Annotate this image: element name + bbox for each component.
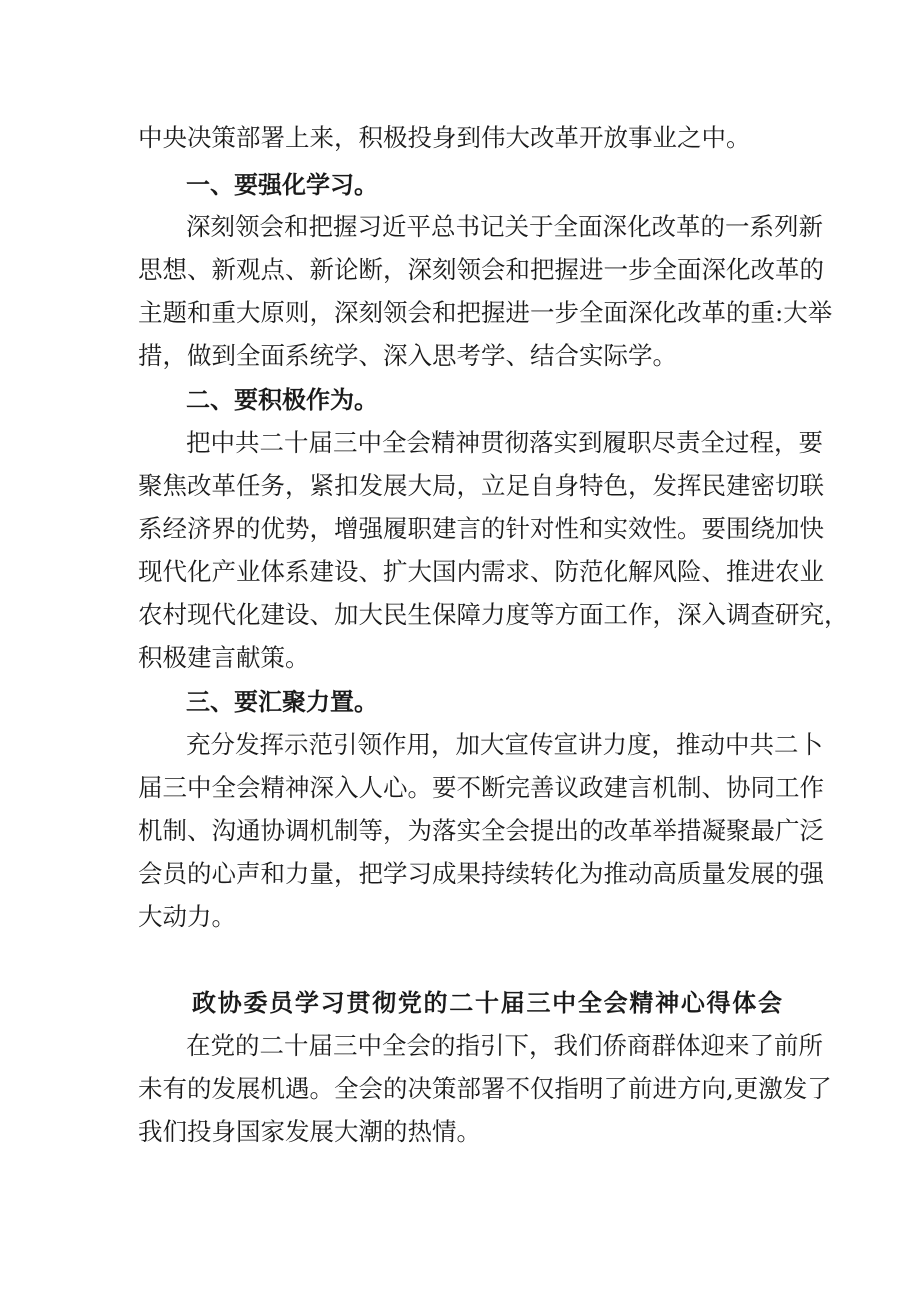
- paragraph-line: 未有的发展机遇。全会的决策部署不仅指明了前进方向,更激发了: [138, 1074, 832, 1103]
- paragraph-line: 积极建言献策。: [138, 643, 310, 672]
- paragraph-line: 措，做到全面系统学、深入思考学、结合实际学。: [138, 341, 677, 370]
- paragraph-line: 会员的心声和力量，把学习成果持续转化为推动高质量发展的强: [138, 859, 824, 888]
- paragraph-line: 思想、新观点、新论断，深刻领会和把握进一步全面深化改革的: [138, 255, 824, 284]
- paragraph-line: 聚焦改革任务，紧扣发展大局，立足自身特色，发挥民建密切联: [138, 471, 824, 500]
- article-title: 政协委员学习贯彻党的二十届三中全会精神心得体会: [192, 989, 782, 1017]
- paragraph-line: 深刻领会和把握习近平总书记关于全面深化改革的一系列新: [186, 212, 823, 241]
- paragraph-line: 系经济界的优势，增强履职建言的针对性和实效性。要围绕加快: [138, 514, 824, 543]
- paragraph-line: 农村现代化建设、加大民生保障力度等方面工作，深入调查研究，: [138, 600, 849, 629]
- paragraph-line: 机制、沟通协调机制等，为落实全会提出的改革举措凝聚最广泛: [138, 816, 824, 845]
- paragraph-line: 中央决策部署上来，积极投身到伟大改革开放事业之中。: [138, 123, 751, 152]
- paragraph-line: 我们投身国家发展大潮的热情。: [138, 1117, 481, 1146]
- paragraph-line: 把中共二十届三中全会精神贯彻落实到履职尽责全过程，要: [186, 428, 823, 457]
- section-heading-1: 一、要强化学习。: [186, 171, 378, 199]
- paragraph-line: 现代化产业体系建设、扩大国内需求、防范化解风险、推进农业: [138, 557, 824, 586]
- paragraph-line: 大动力。: [138, 902, 236, 931]
- paragraph-line: 在党的二十届三中全会的指引下，我们侨商群体迎来了前所: [186, 1031, 823, 1060]
- paragraph-line: 充分发挥示范引领作用，加大宣传宣讲力度，推动中共二卜: [186, 730, 823, 759]
- section-heading-3: 三、要汇聚力置。: [186, 688, 378, 716]
- paragraph-line: 届三中全会精神深入人心。要不断完善议政建言机制、协同工作: [138, 773, 824, 802]
- section-heading-2: 二、要积极作为。: [186, 386, 378, 414]
- paragraph-line: 主题和重大原则，深刻领会和把握进一步全面深化改革的重:大举: [138, 298, 833, 327]
